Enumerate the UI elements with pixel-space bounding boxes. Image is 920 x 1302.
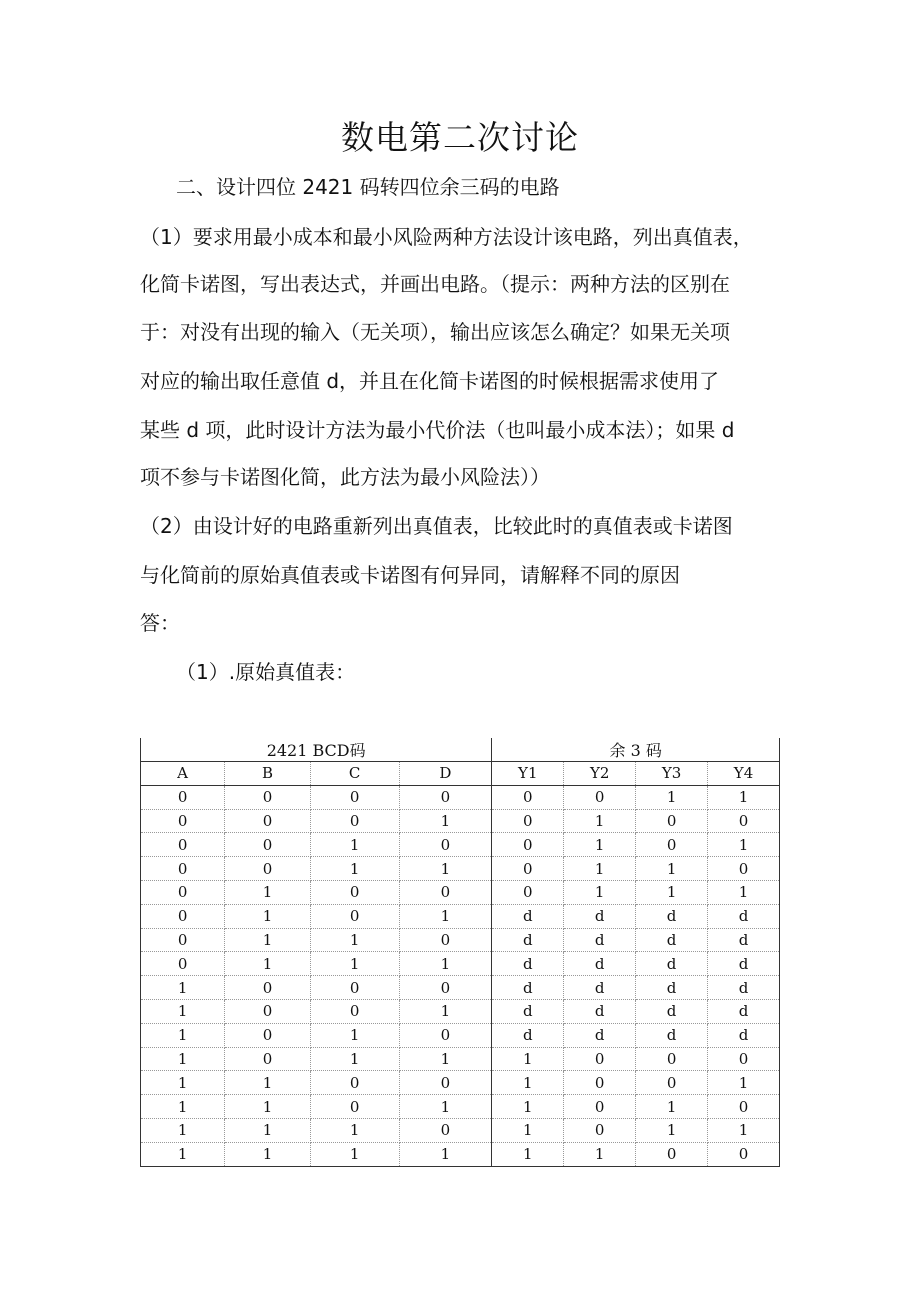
table-cell: d — [708, 952, 780, 976]
table-cell: 1 — [564, 833, 636, 857]
table-row — [141, 976, 780, 1000]
table-cell: 0 — [564, 1047, 636, 1071]
table-cell: 0 — [708, 857, 780, 881]
table-cell: d — [708, 928, 780, 952]
truth-table — [140, 738, 780, 1167]
table-cell: d — [636, 999, 708, 1023]
table-cell: 0 — [141, 880, 225, 904]
table-cell: 1 — [636, 1095, 708, 1119]
table-cell: d — [564, 904, 636, 928]
table-cell: 1 — [225, 1118, 311, 1142]
column-header: B — [225, 762, 311, 786]
table-cell: 1 — [492, 1095, 564, 1119]
table-cell: 1 — [310, 1142, 399, 1166]
table-cell: 1 — [636, 857, 708, 881]
table-cell: d — [708, 976, 780, 1000]
table-cell: 0 — [492, 833, 564, 857]
table-row — [141, 1095, 780, 1119]
table-cell: d — [708, 904, 780, 928]
table-row — [141, 1047, 780, 1071]
table-cell: 1 — [310, 1047, 399, 1071]
table-cell: 0 — [399, 1071, 492, 1095]
table-cell: d — [564, 1023, 636, 1047]
table-cell: 1 — [399, 857, 492, 881]
table-cell: d — [708, 1023, 780, 1047]
table-cell: 0 — [310, 785, 399, 809]
column-header: Y1 — [492, 762, 564, 786]
table-cell: 1 — [141, 1047, 225, 1071]
table-caption: （1）.原始真值表： — [176, 660, 356, 684]
table-cell: 1 — [225, 1071, 311, 1095]
table-row — [141, 928, 780, 952]
table-cell: 0 — [564, 785, 636, 809]
table-cell: 1 — [310, 857, 399, 881]
table-cell: d — [708, 999, 780, 1023]
table-row — [141, 904, 780, 928]
table-cell: 0 — [141, 809, 225, 833]
table-cell: 1 — [141, 1118, 225, 1142]
table-cell: d — [636, 1023, 708, 1047]
table-cell: 1 — [141, 1071, 225, 1095]
table-cell: d — [492, 976, 564, 1000]
table-cell: 0 — [564, 1071, 636, 1095]
table-cell: 0 — [636, 1142, 708, 1166]
table-cell: 1 — [310, 952, 399, 976]
table-cell: 1 — [141, 1142, 225, 1166]
table-cell: 0 — [310, 904, 399, 928]
table-cell: 0 — [225, 976, 311, 1000]
table-cell: 0 — [310, 1095, 399, 1119]
table-cell: 1 — [399, 809, 492, 833]
table-cell: 0 — [310, 999, 399, 1023]
column-header: Y4 — [708, 762, 780, 786]
table-cell: 1 — [141, 1023, 225, 1047]
paragraph-line: 于：对没有出现的输入（无关项），输出应该怎么确定？如果无关项 — [140, 320, 730, 344]
table-cell: 0 — [310, 809, 399, 833]
table-cell: 1 — [564, 880, 636, 904]
table-cell: 1 — [708, 1071, 780, 1095]
table-cell: 1 — [564, 809, 636, 833]
table-row — [141, 857, 780, 881]
table-cell: 1 — [141, 976, 225, 1000]
table-cell: 0 — [399, 833, 492, 857]
table-cell: 0 — [141, 928, 225, 952]
table-cell: 0 — [492, 785, 564, 809]
column-header: D — [399, 762, 492, 786]
paragraph-line: 某些 d 项，此时设计方法为最小代价法（也叫最小成本法）；如果 d — [140, 418, 735, 442]
table-cell: 1 — [399, 1095, 492, 1119]
table-cell: 0 — [636, 1047, 708, 1071]
table-cell: 1 — [225, 1142, 311, 1166]
table-cell: 1 — [225, 904, 311, 928]
table-row — [141, 1142, 780, 1166]
table-cell: d — [492, 904, 564, 928]
table-cell: 1 — [399, 999, 492, 1023]
table-cell: 1 — [636, 785, 708, 809]
table-row — [141, 999, 780, 1023]
table-row — [141, 1118, 780, 1142]
table-cell: d — [492, 999, 564, 1023]
table-row — [141, 833, 780, 857]
column-header-row — [141, 762, 780, 786]
table-cell: 1 — [225, 880, 311, 904]
paragraph-line: （2）由设计好的电路重新列出真值表，比较此时的真值表或卡诺图 — [140, 514, 733, 538]
table-cell: d — [636, 976, 708, 1000]
table-cell: 0 — [141, 952, 225, 976]
table-cell: 0 — [708, 1095, 780, 1119]
table-cell: 0 — [141, 833, 225, 857]
table-cell: 1 — [310, 833, 399, 857]
table-row — [141, 1071, 780, 1095]
table-cell: 0 — [708, 809, 780, 833]
answer-label: 答： — [140, 611, 180, 635]
column-header: A — [141, 762, 225, 786]
table-cell: 0 — [225, 1047, 311, 1071]
table-cell: d — [636, 952, 708, 976]
table-cell: 1 — [564, 857, 636, 881]
table-cell: d — [564, 999, 636, 1023]
table-cell: 1 — [492, 1118, 564, 1142]
table-cell: d — [492, 928, 564, 952]
table-cell: 0 — [399, 880, 492, 904]
table-cell: 0 — [310, 880, 399, 904]
table-cell: 0 — [141, 857, 225, 881]
table-row — [141, 785, 780, 809]
table-cell: 0 — [399, 785, 492, 809]
table-cell: 1 — [310, 1118, 399, 1142]
table-cell: d — [492, 952, 564, 976]
table-cell: 1 — [492, 1142, 564, 1166]
table-cell: 1 — [399, 1142, 492, 1166]
table-row — [141, 952, 780, 976]
paragraph-line: （1）要求用最小成本和最小风险两种方法设计该电路，列出真值表， — [140, 225, 753, 249]
table-cell: 1 — [225, 928, 311, 952]
table-cell: d — [564, 976, 636, 1000]
table-cell: 0 — [636, 809, 708, 833]
table-cell: 0 — [225, 809, 311, 833]
column-header: C — [310, 762, 399, 786]
table-cell: 0 — [399, 976, 492, 1000]
table-cell: 0 — [225, 1023, 311, 1047]
column-header: Y3 — [636, 762, 708, 786]
table-cell: 0 — [225, 999, 311, 1023]
table-cell: 0 — [310, 1071, 399, 1095]
table-cell: d — [636, 928, 708, 952]
table-cell: 1 — [492, 1071, 564, 1095]
table-cell: 1 — [708, 785, 780, 809]
table-cell: 1 — [399, 952, 492, 976]
table-cell: 0 — [141, 904, 225, 928]
table-cell: 1 — [564, 1142, 636, 1166]
table-cell: 0 — [708, 1047, 780, 1071]
table-cell: 1 — [310, 1023, 399, 1047]
table-cell: 0 — [564, 1118, 636, 1142]
group-header-input: 2421 BCD码 — [141, 738, 492, 762]
table-cell: d — [492, 1023, 564, 1047]
table-cell: 1 — [492, 1047, 564, 1071]
table-cell: 0 — [225, 857, 311, 881]
table-cell: 0 — [708, 1142, 780, 1166]
table-cell: 0 — [310, 976, 399, 1000]
table-cell: 0 — [399, 1118, 492, 1142]
table-cell: 0 — [225, 833, 311, 857]
table-cell: 1 — [708, 1118, 780, 1142]
table-cell: 1 — [708, 833, 780, 857]
table-cell: 1 — [141, 999, 225, 1023]
table-cell: 1 — [636, 1118, 708, 1142]
table-cell: d — [564, 952, 636, 976]
table-cell: 1 — [310, 928, 399, 952]
column-header: Y2 — [564, 762, 636, 786]
table-row — [141, 1023, 780, 1047]
page-title: 数电第二次讨论 — [341, 118, 579, 157]
paragraph-line: 项不参与卡诺图化简，此方法为最小风险法）） — [140, 465, 550, 489]
table-cell: 0 — [399, 928, 492, 952]
table-cell: 0 — [492, 857, 564, 881]
paragraph-line: 对应的输出取任意值 d，并且在化简卡诺图的时候根据需求使用了 — [140, 369, 720, 393]
paragraph-line: 化简卡诺图，写出表达式，并画出电路。（提示：两种方法的区别在 — [140, 272, 730, 296]
table-row — [141, 809, 780, 833]
paragraph-line: 与化简前的原始真值表或卡诺图有何异同，请解释不同的原因 — [140, 563, 680, 587]
table-cell: 0 — [636, 833, 708, 857]
table-cell: 1 — [636, 880, 708, 904]
table-cell: 0 — [225, 785, 311, 809]
table-cell: 0 — [636, 1071, 708, 1095]
table-cell: 0 — [399, 1023, 492, 1047]
table-cell: 0 — [492, 880, 564, 904]
table-row — [141, 880, 780, 904]
table-cell: 1 — [399, 1047, 492, 1071]
section-heading: 二、设计四位 2421 码转四位余三码的电路 — [176, 175, 560, 199]
table-cell: d — [564, 928, 636, 952]
table-cell: 0 — [141, 785, 225, 809]
table-cell: 1 — [399, 904, 492, 928]
table-cell: 0 — [492, 809, 564, 833]
table-cell: 1 — [225, 952, 311, 976]
table-cell: d — [636, 904, 708, 928]
table-cell: 1 — [225, 1095, 311, 1119]
table-cell: 1 — [708, 880, 780, 904]
table-cell: 1 — [141, 1095, 225, 1119]
table-cell: 0 — [564, 1095, 636, 1119]
group-header-output: 余 3 码 — [492, 738, 780, 762]
